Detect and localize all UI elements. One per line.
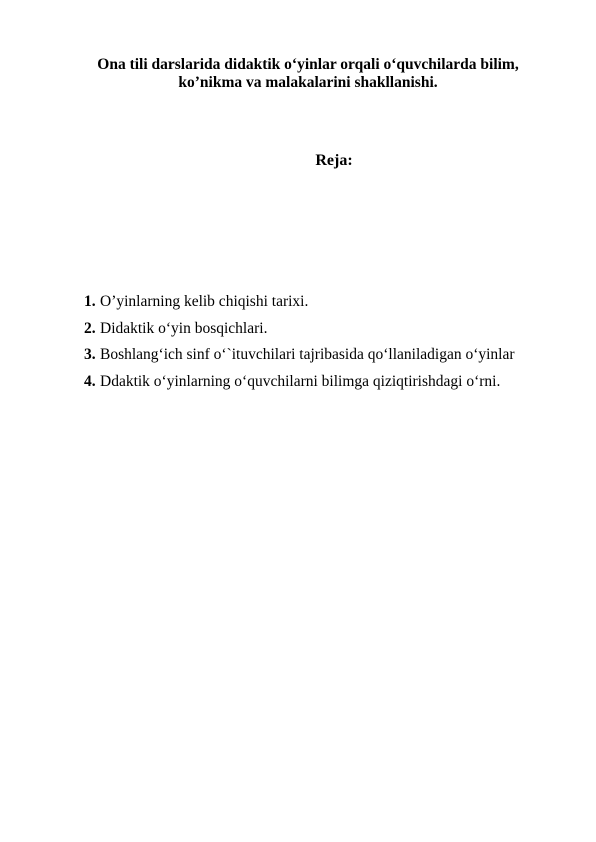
list-item-text: Ddaktik o‘yinlarning o‘quvchilarni bilimga qiziqtirishdagi o‘rni. [100, 372, 501, 390]
list-item [84, 289, 564, 316]
plan-list [84, 289, 564, 395]
list-item-number: 4. [84, 372, 96, 390]
document-title [80, 56, 536, 92]
list-item-number: 2. [84, 319, 96, 337]
list-item [84, 342, 564, 369]
list-item-number: 3. [84, 346, 96, 363]
list-item [84, 369, 564, 396]
plan-heading: Reja: [315, 152, 353, 169]
list-item-text: O’yinlarning kelib chiqishi tarixi. [100, 293, 309, 310]
list-item [84, 316, 564, 343]
list-item-number: 1. [84, 293, 96, 310]
list-item-text: Didaktik o‘yin bosqichlari. [100, 319, 268, 337]
plan-heading-row [0, 151, 596, 171]
list-item-text: Boshlang‘ich sinf o‘`ituvchilari tajribasida qo‘llaniladigan o‘yinlar [100, 346, 515, 363]
title-line-2: ko’nikma va malakalarini shakllanishi. [178, 74, 438, 91]
title-line-1: Ona tili darslarida didaktik o‘yinlar orqali o‘quvchilarda bilim, [97, 56, 519, 73]
